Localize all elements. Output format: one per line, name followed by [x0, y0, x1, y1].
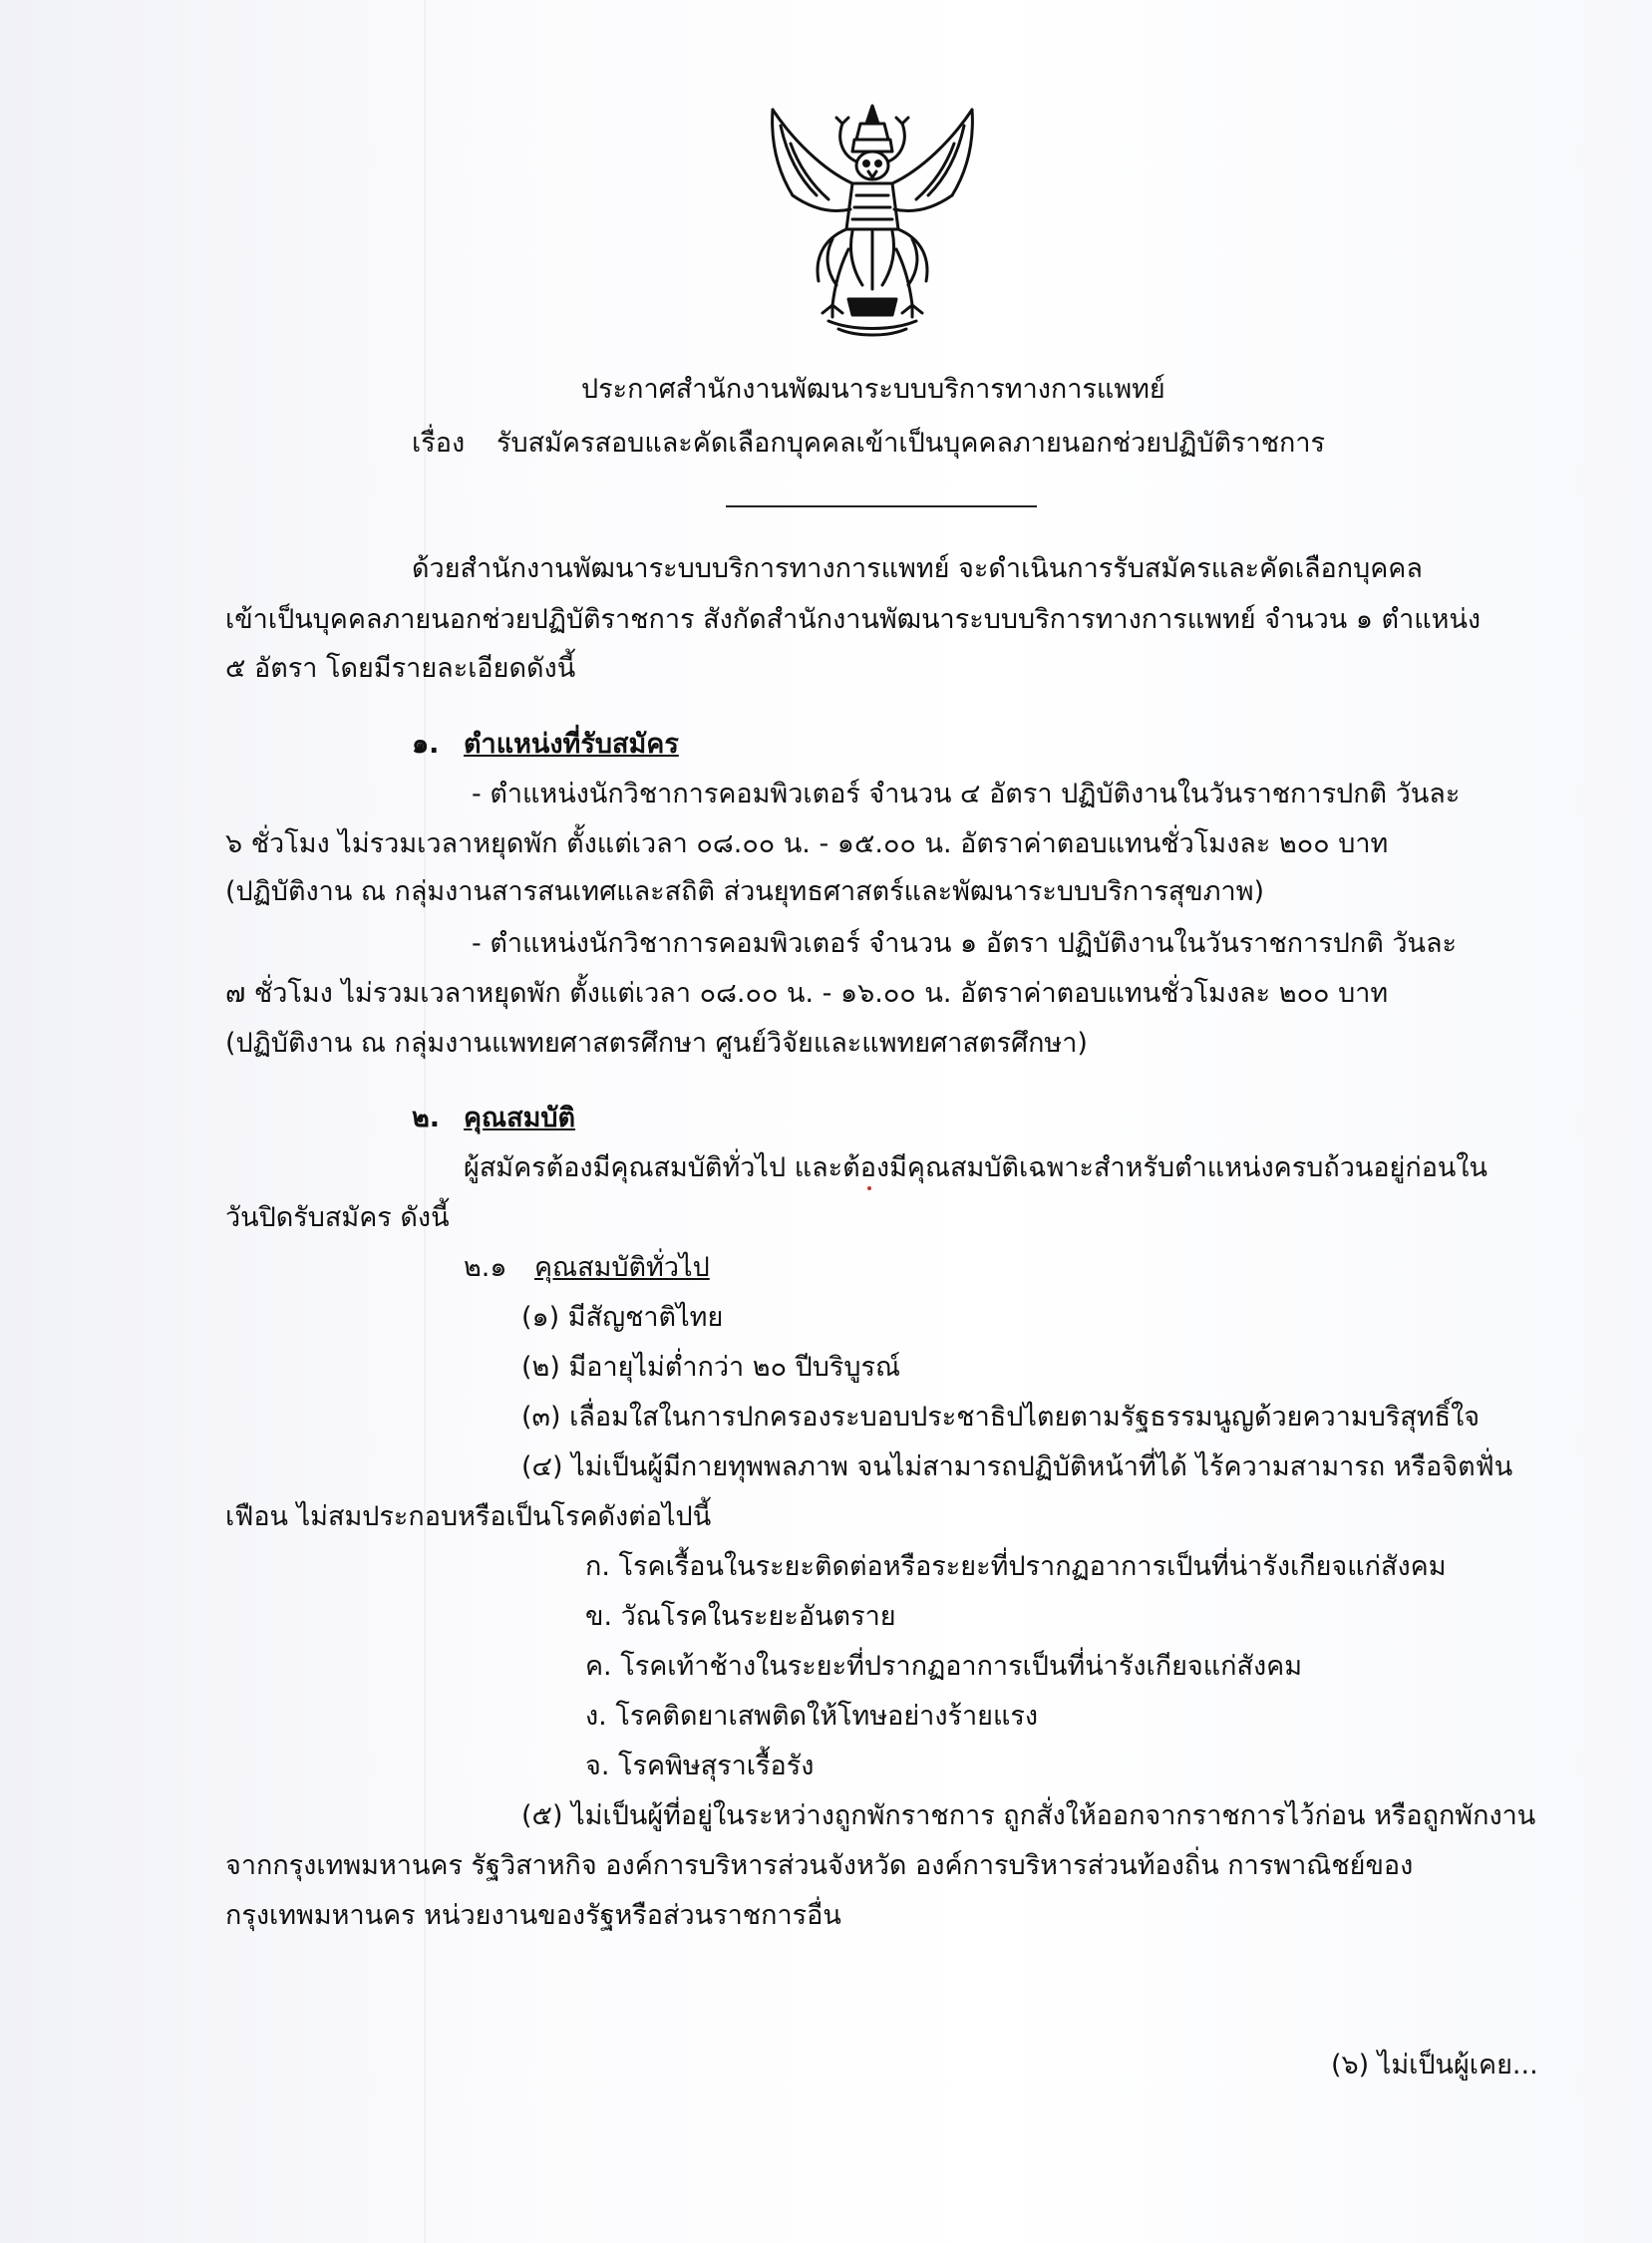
announcement-subject: รับสมัครสอบและคัดเลือกบุคคลเข้าเป็นบุคคลภายนอกช่วยปฏิบัติราชการ [496, 428, 1326, 459]
qualification-item-5-line-3: กรุงเทพมหานคร หน่วยงานของรัฐหรือส่วนราชการอื่น [225, 1900, 841, 1931]
subsection-2-1-heading: คุณสมบัติทั่วไป [534, 1252, 710, 1283]
header-divider [726, 505, 1037, 507]
qualification-item-2: (๒) มีอายุไม่ต่ำกว่า ๒๐ ปีบริบูรณ์ [521, 1352, 901, 1383]
qualification-item-4-line-2: เฟือน ไม่สมประกอบหรือเป็นโรคดังต่อไปนี้ [225, 1501, 712, 1532]
section-1-number: ๑. [412, 729, 440, 760]
section-2-heading: คุณสมบัติ [464, 1103, 576, 1133]
position-1-line-1: - ตำแหน่งนักวิชาการคอมพิวเตอร์ จำนวน ๔ อัตรา ปฏิบัติงานในวันราชการปกติ วันละ [472, 779, 1461, 809]
position-1-line-3: (ปฏิบัติงาน ณ กลุ่มงานสารสนเทศและสถิติ ส่วนยุทธศาสตร์และพัฒนาระบบบริการสุขภาพ) [225, 876, 1265, 907]
position-2-line-3: (ปฏิบัติงาน ณ กลุ่มงานแพทยศาสตรศึกษา ศูนย์วิจัยและแพทยศาสตรศึกษา) [225, 1028, 1088, 1059]
qualification-item-5-line-2: จากกรุงเทพมหานคร รัฐวิสาหกิจ องค์การบริหารส่วนจังหวัด องค์การบริหารส่วนท้องถิ่น การพาณิชย์ของ [225, 1850, 1414, 1881]
page-continuation: (๖) ไม่เป็นผู้เคย... [1331, 2050, 1538, 2081]
disease-item-a: ก. โรคเรื้อนในระยะติดต่อหรือระยะที่ปรากฏอาการเป็นที่น่ารังเกียจแก่สังคม [585, 1551, 1447, 1582]
scan-speck [867, 1186, 871, 1190]
qualification-item-4-line-1: (๔) ไม่เป็นผู้มีกายทุพพลภาพ จนไม่สามารถปฏิบัติหน้าที่ได้ ไร้ความสามารถ หรือจิตฟั่น [521, 1451, 1513, 1482]
disease-item-b: ข. วัณโรคในระยะอันตราย [585, 1601, 896, 1632]
position-2-line-1: - ตำแหน่งนักวิชาการคอมพิวเตอร์ จำนวน ๑ อัตรา ปฏิบัติงานในวันราชการปกติ วันละ [472, 928, 1458, 959]
section-2-intro-line-1: ผู้สมัครต้องมีคุณสมบัติทั่วไป และต้องมีคุณสมบัติเฉพาะสำหรับตำแหน่งครบถ้วนอยู่ก่อนใน [464, 1152, 1488, 1183]
position-2-line-2: ๗ ชั่วโมง ไม่รวมเวลาหยุดพัก ตั้งแต่เวลา ๐๘.๐๐ น. - ๑๖.๐๐ น. อัตราค่าตอบแทนชั่วโมงละ ๒๐๐ บาท [225, 978, 1389, 1009]
section-1-heading: ตำแหน่งที่รับสมัคร [464, 729, 679, 760]
intro-line-3: ๕ อัตรา โดยมีรายละเอียดดังนี้ [225, 653, 576, 684]
qualification-item-5-line-1: (๕) ไม่เป็นผู้ที่อยู่ในระหว่างถูกพักราชการ ถูกสั่งให้ออกจากราชการไว้ก่อน หรือถูกพักงาน [521, 1800, 1536, 1831]
qualification-item-1: (๑) มีสัญชาติไทย [521, 1302, 724, 1333]
intro-line-1: ด้วยสำนักงานพัฒนาระบบบริการทางการแพทย์ จะดำเนินการรับสมัครและคัดเลือกบุคคล [412, 553, 1423, 584]
section-2-intro-line-2: วันปิดรับสมัคร ดังนี้ [225, 1202, 450, 1233]
qualification-item-3: (๓) เลื่อมใสในการปกครองระบอบประชาธิปไตยตามรัฐธรรมนูญด้วยความบริสุทธิ์ใจ [521, 1402, 1481, 1433]
announcement-subject-label: เรื่อง [412, 428, 466, 459]
garuda-emblem-icon [753, 100, 992, 339]
disease-item-d: ง. โรคติดยาเสพติดให้โทษอย่างร้ายแรง [585, 1701, 1039, 1732]
subsection-2-1-number: ๒.๑ [464, 1252, 507, 1283]
disease-item-e: จ. โรคพิษสุราเรื้อรัง [585, 1751, 815, 1781]
section-2-number: ๒. [412, 1103, 441, 1133]
disease-item-c: ค. โรคเท้าช้างในระยะที่ปรากฏอาการเป็นที่น่ารังเกียจแก่สังคม [585, 1651, 1302, 1682]
intro-line-2: เข้าเป็นบุคคลภายนอกช่วยปฏิบัติราชการ สังกัดสำนักงานพัฒนาระบบบริการทางการแพทย์ จำนวน ๑ ตำแหน่ง [225, 604, 1482, 635]
announcement-title: ประกาศสำนักงานพัฒนาระบบบริการทางการแพทย์ [581, 374, 1165, 405]
position-1-line-2: ๖ ชั่วโมง ไม่รวมเวลาหยุดพัก ตั้งแต่เวลา ๐๘.๐๐ น. - ๑๕.๐๐ น. อัตราค่าตอบแทนชั่วโมงละ ๒๐๐ บาท [225, 828, 1389, 859]
